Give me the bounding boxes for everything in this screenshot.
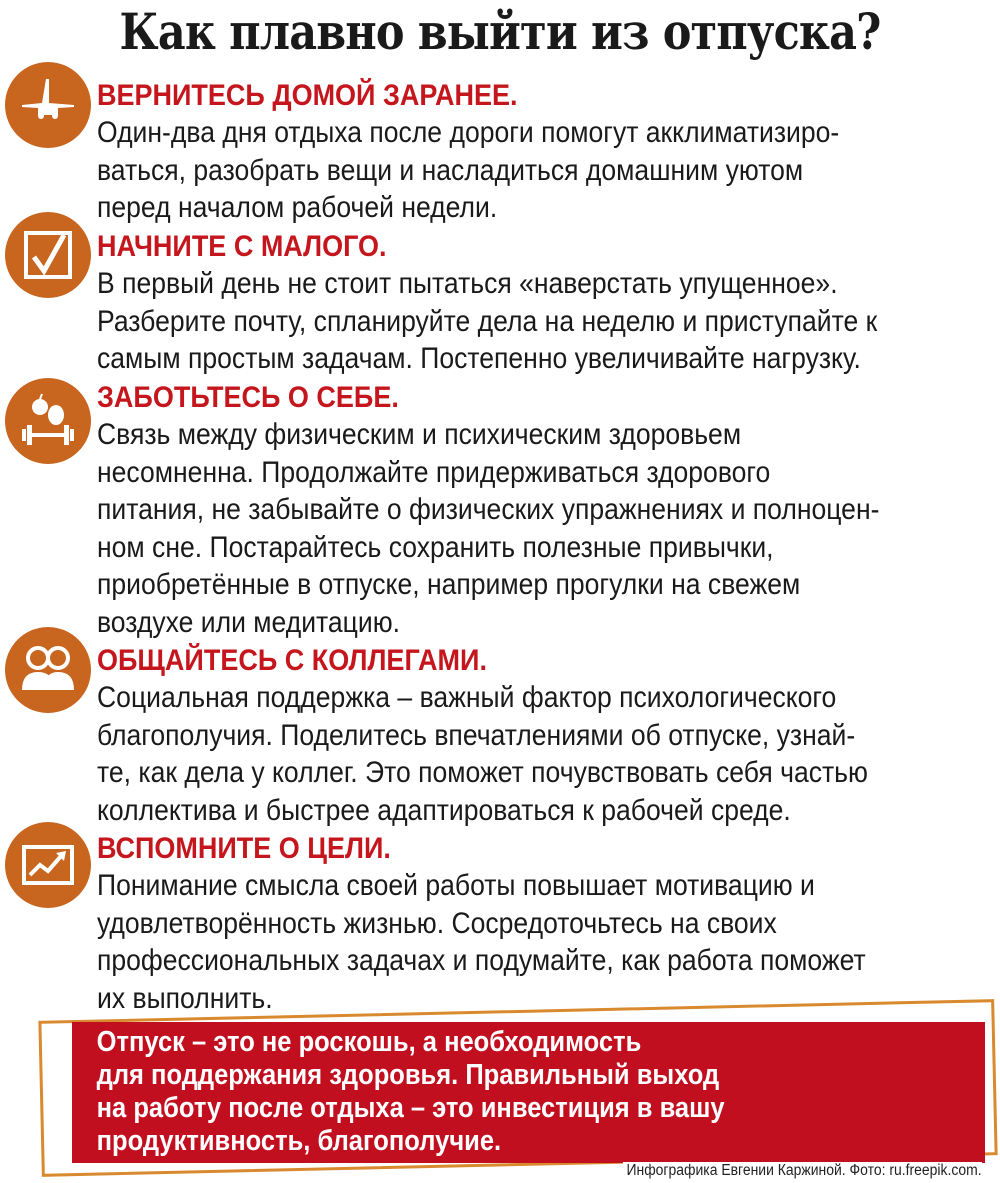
tip-text-line: их выполнить. — [97, 981, 273, 1015]
credit-text: Инфографика Евгении Каржиной. Фото: ru.freepik.com. — [623, 1162, 982, 1180]
tip-text-line: питания, не забывайте о физических упражнениях и полноцен- — [97, 493, 880, 527]
tip-text-line: благополучия. Поделитесь впечатлениями об отпуске, узнай- — [97, 718, 856, 752]
page-title: Как плавно выйти из отпуска? — [119, 2, 881, 61]
tip-text-line: самым простым задачам. Постепенно увеличивайте нагрузку. — [97, 342, 861, 376]
tip-section-start-small — [97, 229, 997, 378]
tip-heading: ОБЩАЙТЕСЬ С КОЛЛЕГАМИ. — [97, 644, 487, 677]
tip-text-line: перед началом рабочей недели. — [97, 191, 498, 225]
tip-heading: ВСПОМНИТЕ О ЦЕЛИ. — [97, 832, 391, 865]
tip-text-line: воздухе или медитацию. — [97, 605, 401, 639]
conclusion-line: на работу после отдыха – это инвестиция в вашу — [96, 1092, 725, 1124]
tip-text-line: приобретённые в отпуске, например прогулки на свежем — [97, 568, 801, 602]
tip-text-line: Один-два дня отдыха после дороги помогут акклиматизиро- — [97, 116, 840, 149]
tip-text-line: коллектива и быстрее адаптироваться к рабочей среде. — [97, 793, 791, 827]
tip-section-goals — [97, 831, 997, 1017]
tip-text-line: несомненна. Продолжайте придерживаться здорового — [97, 455, 771, 489]
tip-text-line: те, как дела у коллег. Это поможет почувствовать себя частью — [97, 756, 868, 790]
tip-text-line: Связь между физическим и психическим здоровьем — [97, 418, 742, 451]
tip-section-self-care — [97, 380, 997, 642]
tip-heading: ЗАБОТЬТЕСЬ О СЕБЕ. — [97, 381, 399, 414]
tip-text-line: профессиональных задачах и подумайте, как работа поможет — [97, 944, 866, 978]
conclusion-line: Отпуск – это не роскошь, а необходимость — [96, 1026, 642, 1058]
tip-text-line: удовлетворённость жизнью. Сосредоточьтесь на своих — [97, 906, 777, 940]
tip-text-line: ваться, разобрать вещи и насладиться домашним уютом — [97, 153, 804, 187]
tip-heading: НАЧНИТЕ С МАЛОГО. — [97, 230, 387, 263]
people-icon — [5, 627, 91, 713]
airplane-icon — [5, 62, 91, 148]
checkbox-icon — [5, 212, 91, 298]
conclusion-box — [72, 1022, 985, 1163]
fruit-dumbbell-icon — [5, 378, 91, 464]
tip-text-line: ном сне. Постарайтесь сохранить полезные привычки, — [97, 530, 774, 564]
tip-text-line: В первый день не стоит пытаться «наверстать упущенное». — [97, 267, 838, 300]
tip-text-line: Социальная поддержка – важный фактор психологического — [97, 681, 837, 714]
conclusion-line: продуктивность, благополучие. — [96, 1125, 502, 1157]
growth-chart-icon — [5, 822, 91, 908]
tip-heading: ВЕРНИТЕСЬ ДОМОЙ ЗАРАНЕЕ. — [97, 79, 518, 112]
tip-section-colleagues — [97, 643, 997, 829]
tip-text-line: Понимание смысла своей работы повышает мотивацию и — [97, 869, 815, 902]
conclusion-line: для поддержания здоровья. Правильный выход — [96, 1059, 720, 1091]
tip-section-return-early — [97, 78, 997, 227]
tip-text-line: Разберите почту, спланируйте дела на неделю и приступайте к — [97, 304, 878, 338]
